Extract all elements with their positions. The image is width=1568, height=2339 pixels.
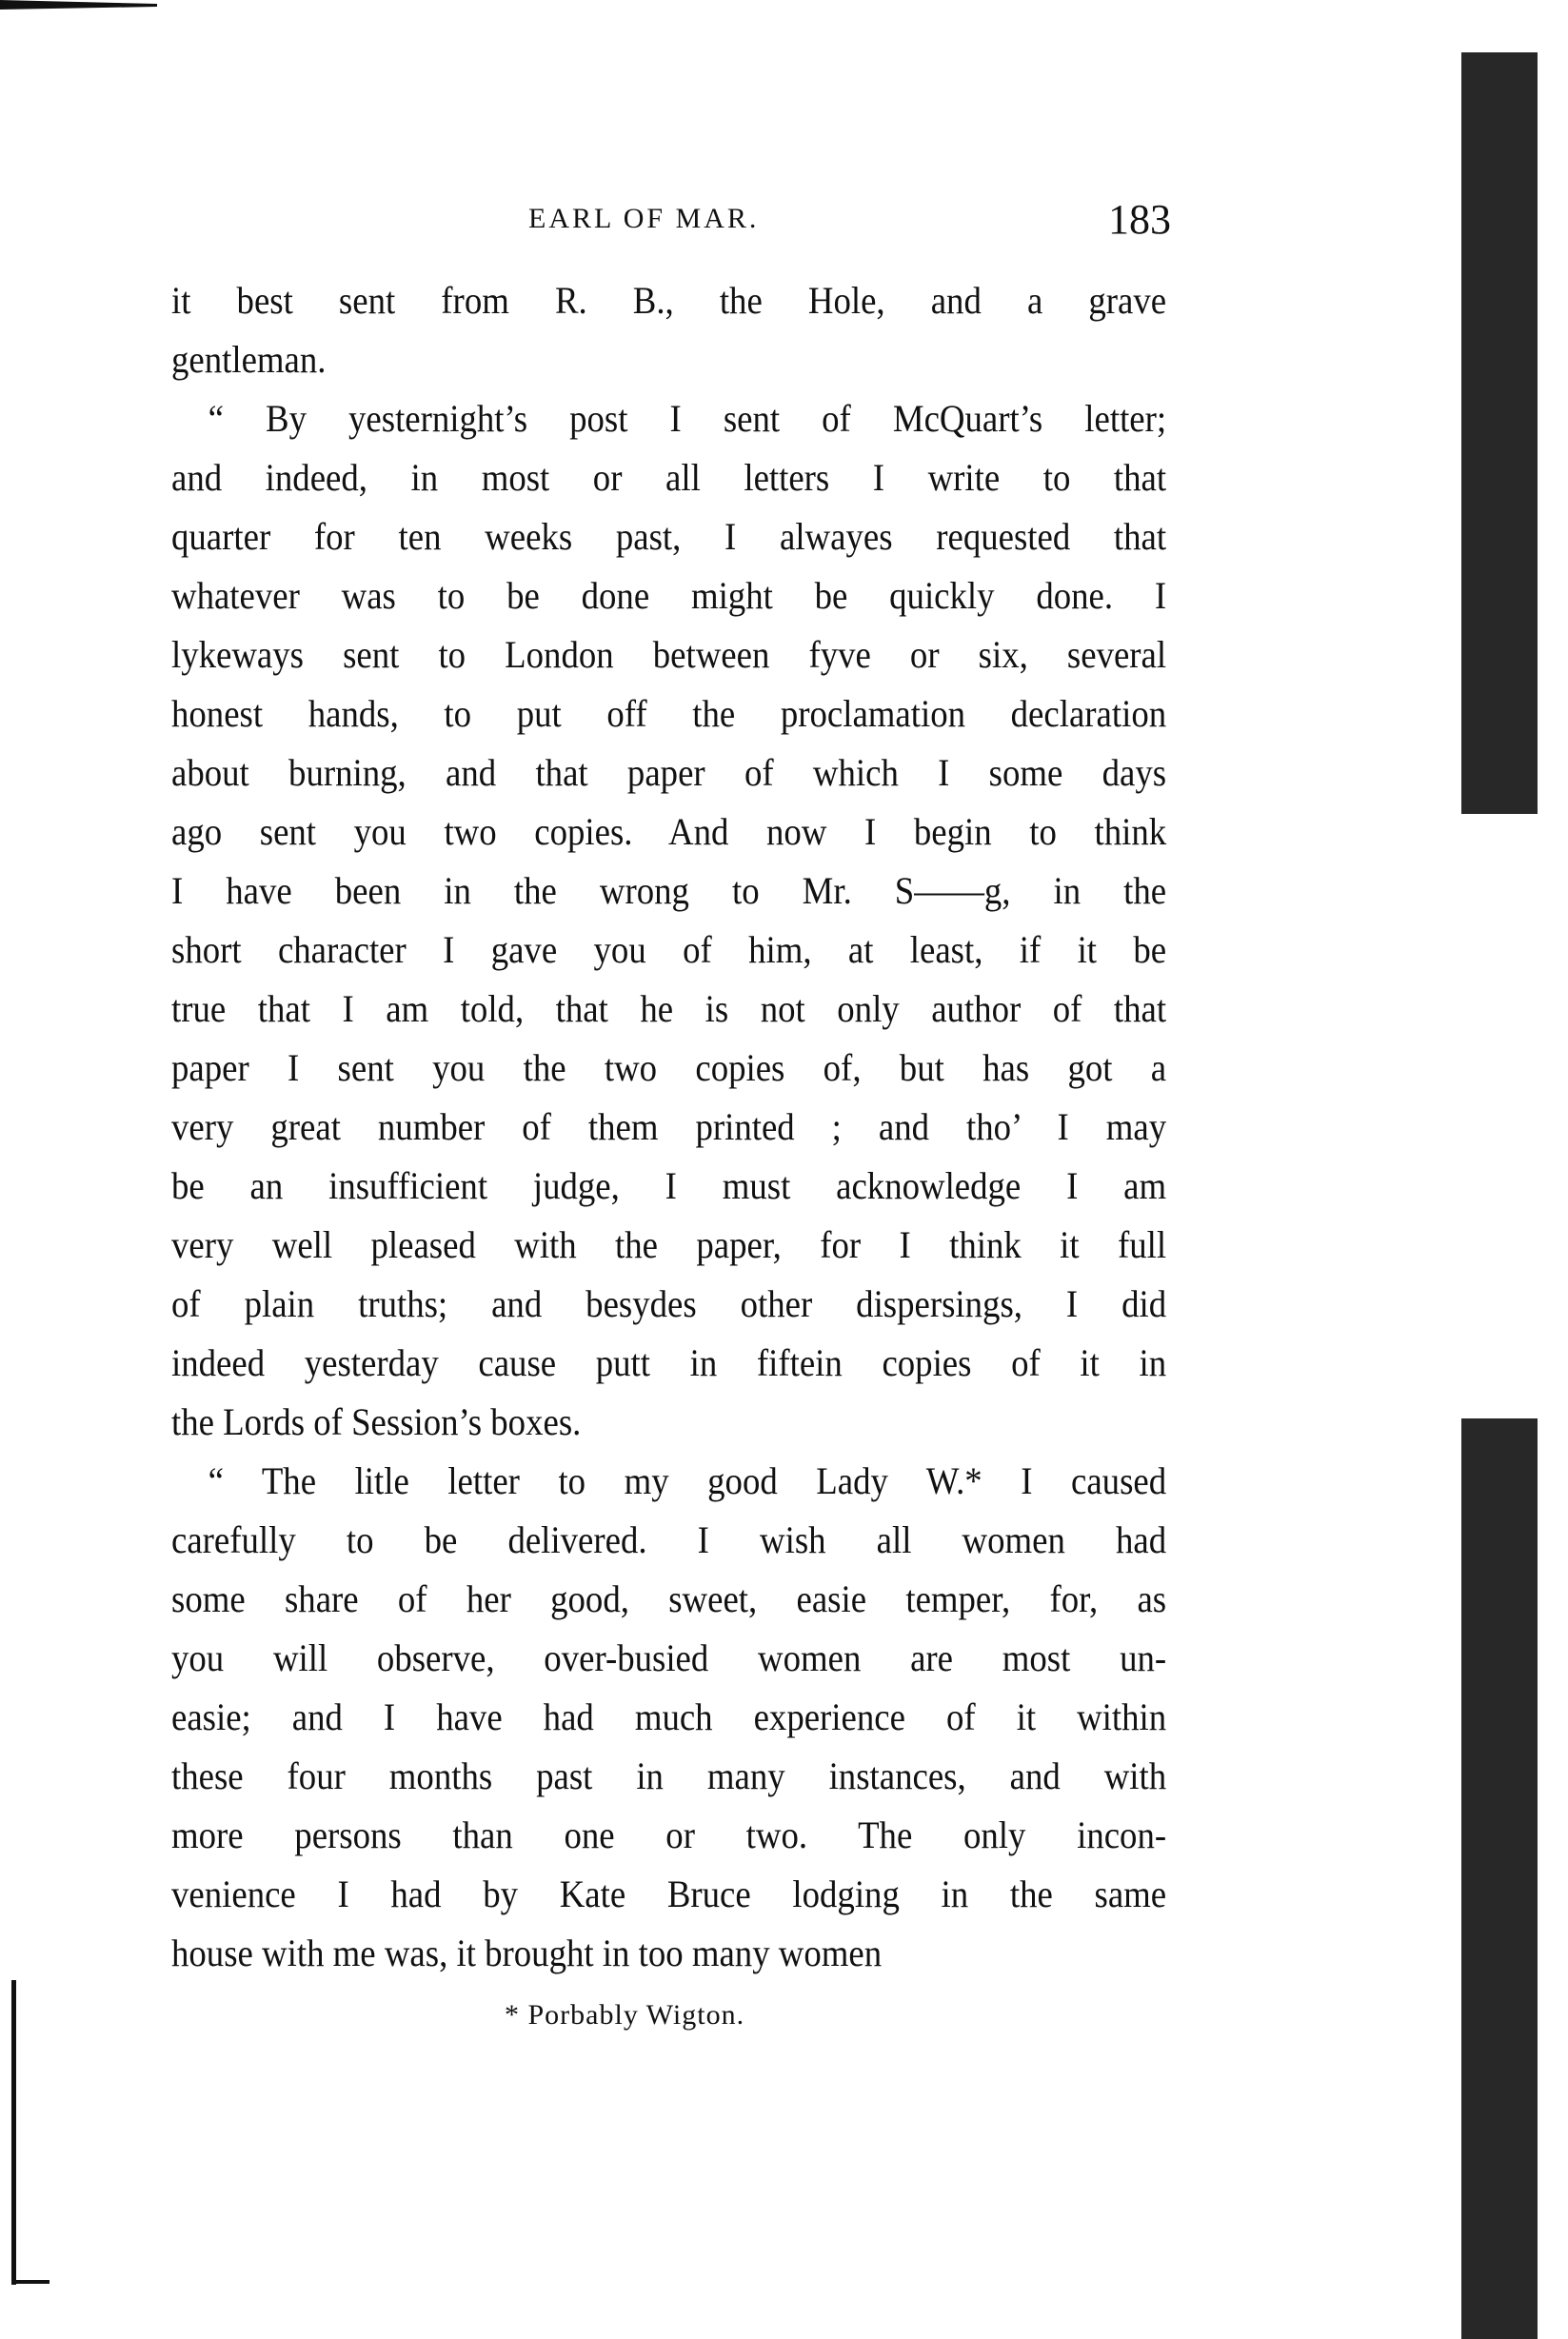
- text-line: I have been in the wrong to Mr. S——g, in the: [171, 869, 1167, 912]
- text-line: gentleman.: [171, 338, 327, 381]
- scan-edge-bar-right-bottom: [1461, 1418, 1538, 2339]
- text-line: it best sent from R. B., the Hole, and a grave: [171, 279, 1167, 322]
- running-title: EARL OF MAR.: [528, 203, 760, 234]
- text-line: and indeed, in most or all letters I write to that: [171, 456, 1167, 499]
- text-line: more persons than one or two. The only incon-: [171, 1814, 1167, 1856]
- text-line: easie; and I have had much experience of it within: [171, 1695, 1167, 1738]
- scan-edge-mark-top-left: [0, 0, 157, 10]
- running-header: [171, 195, 1171, 243]
- text-line: “ The litle letter to my good Lady W.* I caused: [208, 1459, 1167, 1502]
- text-line: quarter for ten weeks past, I alwayes requested that: [171, 515, 1167, 558]
- text-line: indeed yesterday cause putt in fiftein copies of it in: [171, 1341, 1167, 1384]
- scan-edge-foot-left: [11, 2280, 50, 2284]
- text-line: these four months past in many instances, and with: [171, 1754, 1167, 1797]
- text-line: “ By yesternight’s post I sent of McQuart’s letter;: [208, 397, 1167, 440]
- text-line: very great number of them printed ; and tho’ I may: [171, 1105, 1167, 1148]
- text-line: very well pleased with the paper, for I think it full: [171, 1223, 1167, 1266]
- text-line: lykeways sent to London between fyve or six, several: [171, 633, 1167, 676]
- footnote: * Porbably Wigton.: [505, 1999, 745, 2031]
- text-line: some share of her good, sweet, easie temper, for, as: [171, 1577, 1167, 1620]
- scan-edge-bar-right-top: [1461, 52, 1538, 814]
- scan-edge-line-left: [11, 1980, 16, 2285]
- text-line: the Lords of Session’s boxes.: [171, 1400, 582, 1443]
- text-line: of plain truths; and besydes other dispersings, I did: [171, 1282, 1167, 1325]
- text-line: be an insufficient judge, I must acknowledge I am: [171, 1164, 1167, 1207]
- text-line: short character I gave you of him, at least, if it be: [171, 928, 1167, 971]
- text-line: about burning, and that paper of which I some days: [171, 751, 1167, 794]
- body-text: [171, 271, 1166, 1983]
- text-line: whatever was to be done might be quickly done. I: [171, 574, 1167, 617]
- page-number: 183: [1108, 196, 1171, 243]
- text-line: you will observe, over-busied women are most un-: [171, 1636, 1167, 1679]
- text-line: house with me was, it brought in too many women: [171, 1932, 883, 1974]
- text-line: paper I sent you the two copies of, but has got a: [171, 1046, 1167, 1089]
- text-line: true that I am told, that he is not only author of that: [171, 987, 1167, 1030]
- text-line: carefully to be delivered. I wish all women had: [171, 1518, 1167, 1561]
- text-line: ago sent you two copies. And now I begin to think: [171, 810, 1167, 853]
- text-line: venience I had by Kate Bruce lodging in the same: [171, 1873, 1167, 1915]
- text-line: honest hands, to put off the proclamation declaration: [171, 692, 1167, 735]
